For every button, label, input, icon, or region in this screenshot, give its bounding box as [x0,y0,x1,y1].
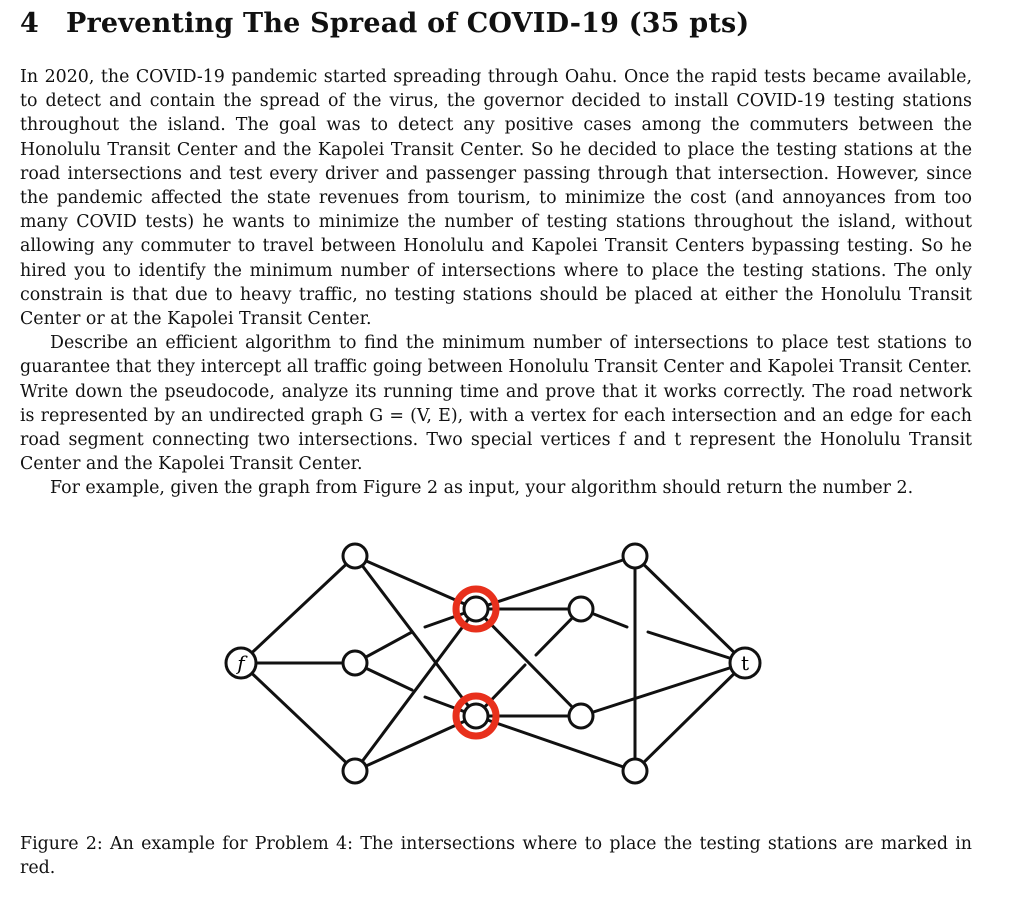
paragraph-example: For example, given the graph from Figure 2 as input, your algorithm should return the number 2. [50,478,914,499]
edge [241,663,355,771]
node [569,597,593,621]
edge [476,716,635,771]
edge [241,556,355,663]
node [343,759,367,783]
node [569,704,593,728]
source-node-label: f [237,651,245,675]
node [343,651,367,675]
target-node-label: t [740,651,750,675]
node [343,544,367,568]
node [623,544,647,568]
section-number: 4 [20,8,39,39]
edge [476,556,635,609]
figure-caption: Figure 2: An example for Problem 4: The intersections where to place the testing stations are marked in red. [20,834,972,879]
graph-edges [241,556,745,771]
testing-station-node [464,597,488,621]
edge [581,663,745,716]
paragraph-intro: In 2020, the COVID-19 pandemic started spreading through Oahu. Once the rapid tests became available, to detect and contain the spread of the virus, the governor decided to install COVID-19 testing stations throughout the island. The goal was to detect any positive cases among the commuters between the Honolulu Transit Center and the Kapolei Transit Center. So he decided to place the testing stations at the road intersections and test every driver and passenger passing through that intersection. However, since the pandemic affected the state revenues from tourism, to minimize the cost (and annoyances from too many COVID tests) he wants to minimize the number of testing stations throughout the island, without allowing any commuter to travel between Honolulu and Kapolei Transit Centers bypassing testing. So he hired you to identify the minimum number of intersections where to place the testing stations. The only constrain is that due to heavy traffic, no testing stations should be placed at either the Honolulu Transit Center or at the Kapolei Transit Center. [20,67,972,330]
node [623,759,647,783]
testing-station-node [464,704,488,728]
paragraph-task: Describe an efficient algorithm to find the minimum number of intersections to place test stations to guarantee that they intercept all traffic going between Honolulu Transit Center and Kapolei Transit Center. Write down the pseudocode, analyze its running time and prove that it works correctly. The road network is represented by an undirected graph G = (V, E), with a vertex for each intersection and an edge for each road segment connecting two intersections. Two special vertices f and t represent the Honolulu Transit Center and the Kapolei Transit Center. [20,333,972,475]
section-title: Preventing The Spread of COVID-19 (35 pts) [66,8,750,39]
